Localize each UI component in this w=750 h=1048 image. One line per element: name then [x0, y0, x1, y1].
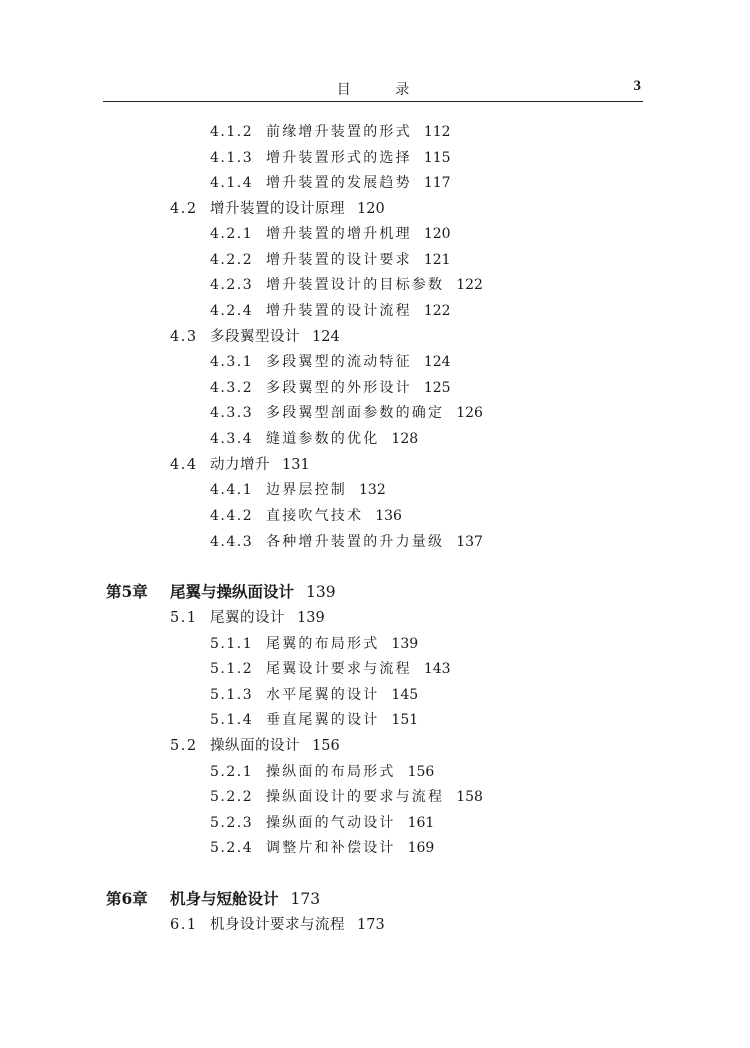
toc-entry-4-3-3[interactable] [210, 403, 483, 423]
entry-page: 161 [407, 815, 435, 831]
toc-entry-4-2-4[interactable] [210, 301, 451, 321]
entry-title: 尾翼的设计 [210, 610, 285, 626]
toc-entry-4-3-1[interactable] [210, 352, 451, 372]
entry-number: 4.4.1 [210, 482, 254, 498]
entry-page: 136 [375, 508, 402, 524]
toc-entry-4-2-2[interactable] [210, 250, 451, 270]
toc-section-4-4[interactable] [170, 455, 310, 475]
chapter-number: 第5章 [106, 582, 148, 601]
entry-page: 128 [391, 431, 419, 447]
entry-number: 4.2.4 [210, 303, 254, 319]
toc-entry-5-1-4[interactable] [210, 710, 418, 730]
entry-page: 173 [357, 917, 385, 933]
entry-number: 6.1 [170, 917, 198, 933]
entry-title: 边界层控制 [266, 482, 347, 498]
entry-number: 4.3.3 [210, 405, 254, 421]
entry-number: 4.3 [170, 329, 198, 345]
toc-entry-4-1-3[interactable] [210, 148, 451, 168]
entry-title: 操纵面的气动设计 [266, 815, 396, 831]
header-page-number: 3 [633, 78, 641, 94]
entry-page: 139 [306, 583, 336, 601]
entry-number: 5.2.3 [210, 815, 254, 831]
entry-number: 5.1.1 [210, 636, 254, 652]
running-header [103, 77, 643, 102]
entry-number: 5.2.1 [210, 764, 254, 780]
toc-chapter-6[interactable] [106, 889, 320, 909]
entry-number: 5.2.4 [210, 840, 254, 856]
entry-title: 垂直尾翼的设计 [266, 712, 380, 728]
toc-entry-5-2-1[interactable] [210, 762, 434, 782]
toc-entry-5-1-2[interactable] [210, 659, 451, 679]
toc-section-6-1[interactable] [170, 915, 385, 935]
entry-title: 多段翼型设计 [210, 329, 300, 345]
entry-number: 5.1.2 [210, 661, 254, 677]
toc-section-4-3[interactable] [170, 327, 340, 347]
toc-entry-5-1-1[interactable] [210, 634, 418, 654]
toc-chapter-5[interactable] [106, 582, 336, 602]
entry-page: 115 [423, 150, 451, 166]
entry-title: 多段翼型的流动特征 [266, 354, 412, 370]
toc-entry-4-4-2[interactable] [210, 506, 402, 526]
entry-title: 增升装置的设计原理 [210, 201, 345, 217]
entry-title: 动力增升 [210, 457, 270, 473]
entry-page: 139 [391, 636, 419, 652]
entry-number: 5.2 [170, 738, 198, 754]
entry-title: 增升装置的设计流程 [266, 303, 412, 319]
entry-title: 增升装置的设计要求 [266, 252, 412, 268]
entry-title: 增升装置形式的选择 [266, 150, 412, 166]
entry-title: 缝道参数的优化 [266, 431, 380, 447]
chapter-title: 机身与短舱设计 [170, 889, 279, 908]
entry-title: 增升装置设计的目标参数 [266, 277, 445, 293]
entry-number: 5.1.3 [210, 687, 254, 703]
entry-page: 125 [423, 380, 451, 396]
entry-number: 5.1 [170, 610, 198, 626]
toc-entry-4-3-2[interactable] [210, 378, 451, 398]
entry-page: 121 [423, 252, 451, 268]
entry-page: 124 [423, 354, 451, 370]
toc-entry-4-4-1[interactable] [210, 480, 386, 500]
toc-entry-5-2-4[interactable] [210, 838, 434, 858]
entry-number: 4.2 [170, 201, 198, 217]
entry-number: 4.3.1 [210, 354, 254, 370]
entry-number: 4.3.2 [210, 380, 254, 396]
entry-page: 122 [423, 303, 451, 319]
entry-title: 尾翼设计要求与流程 [266, 661, 412, 677]
toc-entry-4-4-3[interactable] [210, 532, 483, 552]
entry-page: 132 [359, 482, 386, 498]
chapter-title: 尾翼与操纵面设计 [170, 582, 295, 601]
toc-entry-4-1-2[interactable] [210, 122, 451, 142]
entry-title: 调整片和补偿设计 [266, 840, 396, 856]
toc-section-5-1[interactable] [170, 608, 325, 628]
entry-page: 137 [456, 534, 483, 550]
entry-number: 4.1.2 [210, 124, 254, 140]
toc-entry-4-1-4[interactable] [210, 173, 451, 193]
toc-section-5-2[interactable] [170, 736, 340, 756]
toc-entry-4-2-3[interactable] [210, 275, 483, 295]
entry-title: 尾翼的布局形式 [266, 636, 380, 652]
entry-page: 156 [407, 764, 435, 780]
entry-number: 4.4.2 [210, 508, 254, 524]
entry-page: 126 [456, 405, 483, 421]
entry-title: 多段翼型剖面参数的确定 [266, 405, 445, 421]
entry-page: 112 [423, 124, 451, 140]
toc-section-4-2[interactable] [170, 199, 385, 219]
entry-title: 增升装置的发展趋势 [266, 175, 412, 191]
entry-title: 增升装置的增升机理 [266, 226, 412, 242]
entry-number: 4.4.3 [210, 534, 254, 550]
entry-page: 145 [391, 687, 419, 703]
entry-number: 4.1.3 [210, 150, 254, 166]
entry-page: 158 [456, 789, 483, 805]
entry-title: 机身设计要求与流程 [210, 917, 345, 933]
entry-title: 前缘增升装置的形式 [266, 124, 412, 140]
entry-title: 多段翼型的外形设计 [266, 380, 412, 396]
chapter-number: 第6章 [106, 889, 148, 908]
entry-number: 5.1.4 [210, 712, 254, 728]
toc-entry-4-3-4[interactable] [210, 429, 418, 449]
entry-page: 122 [456, 277, 483, 293]
header-title: 目 录 [336, 82, 430, 98]
entry-page: 151 [391, 712, 419, 728]
toc-entry-4-2-1[interactable] [210, 224, 451, 244]
entry-page: 120 [357, 201, 385, 217]
entry-page: 124 [312, 329, 340, 345]
entry-number: 4.4 [170, 457, 198, 473]
entry-page: 169 [407, 840, 435, 856]
toc-entry-5-2-2[interactable] [210, 787, 483, 807]
entry-page: 117 [423, 175, 451, 191]
entry-number: 4.2.2 [210, 252, 254, 268]
entry-title: 直接吹气技术 [266, 508, 364, 524]
entry-page: 120 [423, 226, 451, 242]
entry-number: 5.2.2 [210, 789, 254, 805]
entry-title: 操纵面的布局形式 [266, 764, 396, 780]
entry-page: 139 [297, 610, 325, 626]
entry-page: 143 [423, 661, 451, 677]
entry-page: 173 [290, 890, 321, 908]
entry-number: 4.2.3 [210, 277, 254, 293]
entry-number: 4.1.4 [210, 175, 254, 191]
entry-title: 操纵面设计的要求与流程 [266, 789, 445, 805]
entry-number: 4.2.1 [210, 226, 254, 242]
entry-title: 水平尾翼的设计 [266, 687, 380, 703]
toc-entry-5-1-3[interactable] [210, 685, 418, 705]
toc-entry-5-2-3[interactable] [210, 813, 434, 833]
entry-title: 操纵面的设计 [210, 738, 300, 754]
entry-title: 各种增升装置的升力量级 [266, 534, 445, 550]
entry-page: 156 [312, 738, 340, 754]
entry-number: 4.3.4 [210, 431, 254, 447]
entry-page: 131 [282, 457, 310, 473]
